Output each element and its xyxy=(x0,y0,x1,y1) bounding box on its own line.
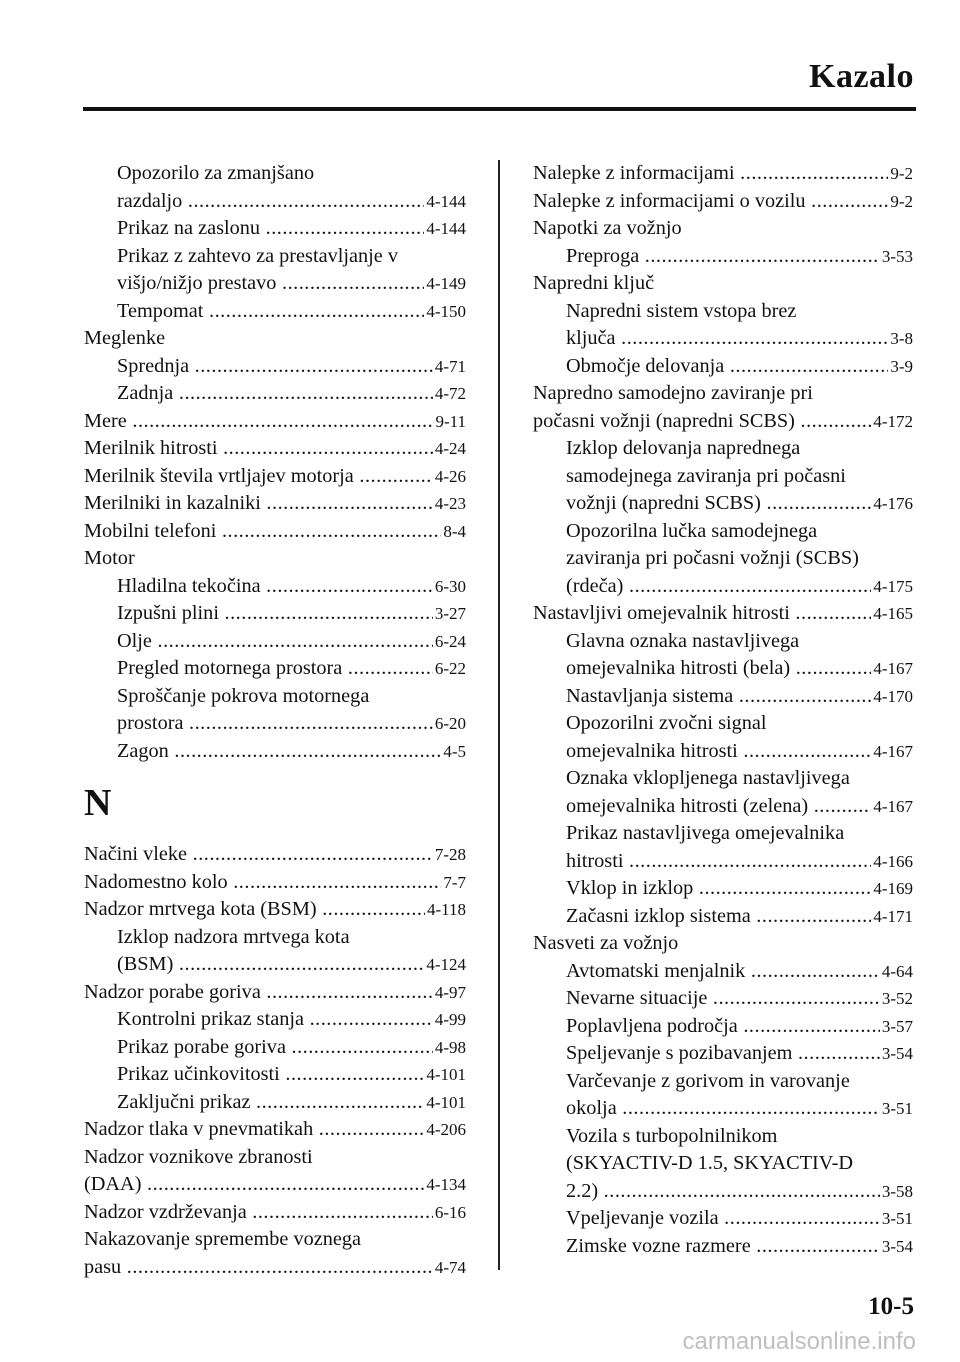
entry-text: Načini vleke ..... xyxy=(84,843,466,865)
page-number: 10-5 xyxy=(868,1293,914,1320)
page-reference[interactable]: 4-206 xyxy=(424,1116,466,1144)
entry-text: Vozila s turbopolnilnikom xyxy=(566,1124,778,1147)
page-reference[interactable]: 6-30 xyxy=(433,573,466,601)
entry-text: Nevarne situacije ..... xyxy=(566,987,913,1009)
index-subentry xyxy=(84,188,466,216)
entry-text: Nalepke z informacijami ..... xyxy=(533,162,913,184)
entry-text: Zadnja ..... xyxy=(117,382,466,404)
entry-text: Mobilni telefoni ..... xyxy=(84,520,466,542)
entry-text: Izpušni plini ..... xyxy=(117,602,466,624)
entry-text: Avtomatski menjalnik ..... xyxy=(566,960,913,982)
index-subentry xyxy=(84,270,466,298)
column-divider xyxy=(498,160,500,1270)
index-column-right xyxy=(533,160,913,1260)
entry-text: Prikaz na zaslonu ..... xyxy=(117,217,466,239)
entry-text: samodejnega zaviranja pri počasni xyxy=(566,464,846,487)
entry-text: Preproga ..... xyxy=(566,245,913,267)
page-reference[interactable]: 3-9 xyxy=(888,353,913,381)
index-subentry xyxy=(533,793,913,821)
entry-text: Motor xyxy=(84,547,135,569)
index-subentry xyxy=(84,1006,466,1034)
entry-text: Merilnik hitrosti ..... xyxy=(84,437,466,459)
entry-text: Nakazovanje spremembe voznega xyxy=(84,1228,362,1250)
index-entry xyxy=(84,1144,466,1172)
index-entry xyxy=(84,545,466,573)
entry-text: razdaljo ..... xyxy=(117,190,466,212)
page-reference[interactable]: 4-99 xyxy=(433,1006,466,1034)
page-reference[interactable]: 4-98 xyxy=(433,1034,466,1062)
entry-text: višjo/nižjo prestavo ..... xyxy=(117,272,466,294)
entry-text: Nadzor porabe goriva ..... xyxy=(84,981,466,1003)
page-reference[interactable]: 4-71 xyxy=(433,353,466,381)
entry-text: Opozorilna lučka samodejnega xyxy=(566,519,818,542)
index-subentry xyxy=(84,1061,466,1089)
index-subentry xyxy=(533,875,913,903)
page-reference[interactable]: 3-54 xyxy=(880,1233,913,1261)
entry-text: Glavna oznaka nastavljivega xyxy=(566,629,800,652)
page-reference[interactable]: 4-23 xyxy=(433,490,466,518)
entry-text: Nadzor mrtvega kota (BSM) ..... xyxy=(84,898,466,920)
entry-text: Oznaka vklopljenega nastavljivega xyxy=(566,767,850,789)
entry-text: omejevalnika hitrosti (bela) ..... xyxy=(566,657,913,679)
index-entry xyxy=(84,518,466,546)
entry-text: Nasveti za vožnjo xyxy=(533,932,679,954)
page-reference[interactable]: 4-172 xyxy=(871,408,913,436)
index-subentry xyxy=(533,1013,913,1041)
entry-text: Vklop in izklop ..... xyxy=(566,877,913,899)
page-reference[interactable]: 4-26 xyxy=(433,463,466,491)
index-entry xyxy=(84,435,466,463)
entry-text: Nadomestno kolo ..... xyxy=(84,871,466,893)
index-subentry xyxy=(533,1068,913,1096)
page-reference[interactable]: 3-51 xyxy=(880,1095,913,1123)
page-reference[interactable]: 8-4 xyxy=(441,518,466,546)
index-entry xyxy=(84,869,466,897)
index-subentry xyxy=(84,160,466,188)
entry-text: Prikaz porabe goriva ..... xyxy=(117,1036,466,1058)
page-reference[interactable]: 4-97 xyxy=(433,979,466,1007)
page-reference[interactable]: 4-134 xyxy=(424,1171,466,1199)
page-reference[interactable]: 6-22 xyxy=(433,655,466,683)
index-subentry xyxy=(533,1123,913,1151)
page-reference[interactable]: 3-52 xyxy=(880,985,913,1013)
page-reference[interactable]: 3-57 xyxy=(880,1013,913,1041)
entry-text: Zaključni prikaz ..... xyxy=(117,1091,466,1113)
entry-text: Merilniki in kazalniki ..... xyxy=(84,492,466,514)
entry-text: Napredno samodejno zaviranje pri xyxy=(533,382,813,404)
entry-text: Opozorilo za zmanjšano xyxy=(117,162,315,184)
entry-text: Nastavljivi omejevalnik hitrosti ..... xyxy=(533,602,913,624)
index-subentry xyxy=(533,435,913,463)
index-entry xyxy=(84,1254,466,1282)
page-reference[interactable]: 3-27 xyxy=(433,600,466,628)
index-subentry xyxy=(533,353,913,381)
entry-text: Opozorilni zvočni signal xyxy=(566,712,767,734)
index-entry xyxy=(533,600,913,628)
entry-text: Napredni sistem vstopa brez xyxy=(566,299,797,322)
page-reference[interactable]: 4-101 xyxy=(424,1089,466,1117)
index-entry xyxy=(84,896,466,924)
index-entry xyxy=(84,1226,466,1254)
page-reference[interactable]: 4-167 xyxy=(871,655,913,683)
index-subentry xyxy=(533,958,913,986)
index-subentry xyxy=(533,518,913,546)
header-rule xyxy=(83,107,916,111)
page-reference[interactable]: 4-169 xyxy=(871,875,913,903)
page-reference[interactable]: 6-20 xyxy=(433,710,466,738)
page-reference[interactable]: 4-144 xyxy=(424,188,466,216)
index-subentry xyxy=(84,353,466,381)
page-reference[interactable]: 4-144 xyxy=(424,215,466,243)
index-subentry xyxy=(533,985,913,1013)
page-header-title: Kazalo xyxy=(809,58,914,95)
index-subentry xyxy=(84,710,466,738)
entry-text: Meglenke xyxy=(84,327,166,349)
index-subentry xyxy=(84,951,466,979)
index-subentry xyxy=(533,490,913,518)
page-reference[interactable]: 4-74 xyxy=(433,1254,466,1282)
index-subentry xyxy=(533,1040,913,1068)
entry-text: Poplavljena področja ..... xyxy=(566,1015,913,1037)
page-reference[interactable]: 4-165 xyxy=(871,600,913,628)
index-entry xyxy=(84,490,466,518)
entry-text: Nastavljanja sistema ..... xyxy=(566,685,913,707)
page-reference[interactable]: 7-7 xyxy=(441,869,466,897)
entry-text: Sprednja ..... xyxy=(117,355,466,377)
index-entry xyxy=(84,1116,466,1144)
index-subentry xyxy=(84,628,466,656)
page-reference[interactable]: 4-166 xyxy=(871,848,913,876)
entry-text: Prikaz nastavljivega omejevalnika xyxy=(566,822,845,844)
index-entry xyxy=(84,325,466,353)
entry-text: Olje ..... xyxy=(117,630,466,652)
index-subentry xyxy=(533,683,913,711)
entry-text: 2.2) ..... xyxy=(566,1180,913,1202)
index-subentry xyxy=(533,1095,913,1123)
entry-text: Izklop nadzora mrtvega kota xyxy=(117,925,350,948)
page-reference[interactable]: 7-28 xyxy=(433,841,466,869)
page-reference[interactable]: 3-8 xyxy=(888,325,913,353)
page-reference[interactable]: 3-53 xyxy=(880,243,913,271)
index-subentry xyxy=(84,600,466,628)
entry-text: Napredni ključ xyxy=(533,272,655,294)
watermark: carmanualsonline.info xyxy=(682,1328,916,1355)
index-subentry xyxy=(84,683,466,711)
index-subentry xyxy=(533,1150,913,1178)
index-subentry xyxy=(533,1178,913,1206)
index-subentry xyxy=(533,738,913,766)
page-reference[interactable]: 9-2 xyxy=(888,160,913,188)
index-subentry xyxy=(533,903,913,931)
entry-text: Vpeljevanje vozila ..... xyxy=(566,1207,913,1229)
index-subentry xyxy=(533,655,913,683)
entry-text: Hladilna tekočina ..... xyxy=(117,575,466,597)
index-subentry xyxy=(533,325,913,353)
entry-text: Sproščanje pokrova motornega xyxy=(117,684,370,707)
page-reference[interactable]: 4-24 xyxy=(433,435,466,463)
page-reference[interactable]: 6-16 xyxy=(433,1199,466,1227)
index-column-left xyxy=(84,160,466,1281)
entry-text: Prikaz z zahtevo za prestavljanje v xyxy=(117,244,398,267)
index-subentry xyxy=(84,298,466,326)
page-reference[interactable]: 4-167 xyxy=(871,738,913,766)
entry-text: okolja ..... xyxy=(566,1097,913,1119)
page-reference[interactable]: 3-51 xyxy=(880,1205,913,1233)
entry-text: Nadzor tlaka v pnevmatikah ..... xyxy=(84,1118,466,1140)
entry-text: (SKYACTIV-D 1.5, SKYACTIV-D xyxy=(566,1152,853,1174)
entry-text: vožnji (napredni SCBS) ..... xyxy=(566,492,913,514)
entry-text: (DAA) ..... xyxy=(84,1173,466,1195)
page-reference[interactable]: 4-150 xyxy=(424,298,466,326)
page-reference[interactable]: 4-72 xyxy=(433,380,466,408)
index-entry xyxy=(84,1171,466,1199)
index-subentry xyxy=(533,298,913,326)
index-entry xyxy=(533,380,913,408)
entry-text: Mere ..... xyxy=(84,410,466,432)
entry-text: Zimske vozne razmere ..... xyxy=(566,1235,913,1257)
index-subentry xyxy=(84,215,466,243)
entry-text: (rdeča) ..... xyxy=(566,575,913,597)
entry-text: pasu ..... xyxy=(84,1256,466,1278)
page-reference[interactable]: 6-24 xyxy=(433,628,466,656)
page-reference[interactable]: 4-170 xyxy=(871,683,913,711)
entry-text: Speljevanje s pozibavanjem ..... xyxy=(566,1042,913,1064)
index-subentry xyxy=(84,380,466,408)
entry-text: Tempomat ..... xyxy=(117,300,466,322)
index-subentry xyxy=(533,848,913,876)
page-reference[interactable]: 4-171 xyxy=(871,903,913,931)
index-subentry xyxy=(84,243,466,271)
entry-text: Nadzor voznikove zbranosti xyxy=(84,1145,313,1168)
entry-text: Začasni izklop sistema ..... xyxy=(566,905,913,927)
index-entry xyxy=(84,1199,466,1227)
page-reference[interactable]: 4-167 xyxy=(871,793,913,821)
index-entry xyxy=(533,215,913,243)
page-reference[interactable]: 4-5 xyxy=(441,738,466,766)
section-letter: N xyxy=(84,782,112,824)
entry-text: hitrosti ..... xyxy=(566,850,913,872)
entry-text: Merilnik števila vrtljajev motorja ..... xyxy=(84,465,466,487)
entry-text: omejevalnika hitrosti ..... xyxy=(566,740,913,762)
index-subentry xyxy=(533,1233,913,1261)
index-entry xyxy=(533,930,913,958)
entry-text: počasni vožnji (napredni SCBS) ..... xyxy=(533,410,913,432)
entry-text: zaviranja pri počasni vožnji (SCBS) xyxy=(566,547,859,569)
page-reference[interactable]: 4-175 xyxy=(871,573,913,601)
index-subentry xyxy=(533,820,913,848)
index-entry xyxy=(533,270,913,298)
page-reference[interactable]: 4-118 xyxy=(425,896,466,924)
entry-text: Izklop delovanja naprednega xyxy=(566,437,801,459)
page-reference[interactable]: 9-11 xyxy=(433,408,466,436)
index-entry xyxy=(84,979,466,1007)
index-entry xyxy=(533,408,913,436)
index-subentry xyxy=(84,1089,466,1117)
entry-text: prostora ..... xyxy=(117,712,466,734)
page-reference[interactable]: 4-101 xyxy=(424,1061,466,1089)
entry-text: Pregled motornega prostora ..... xyxy=(117,657,466,679)
page-reference[interactable]: 4-176 xyxy=(871,490,913,518)
entry-text: Varčevanje z gorivom in varovanje xyxy=(566,1069,850,1092)
index-subentry xyxy=(84,738,466,766)
index-subentry xyxy=(533,628,913,656)
index-subentry xyxy=(533,463,913,491)
index-subentry xyxy=(84,1034,466,1062)
index-subentry xyxy=(533,545,913,573)
page-reference[interactable]: 3-58 xyxy=(880,1178,913,1206)
index-subentry xyxy=(533,710,913,738)
entry-text: Napotki za vožnjo xyxy=(533,217,682,239)
index-entry xyxy=(84,408,466,436)
page-reference[interactable]: 4-124 xyxy=(424,951,466,979)
entry-text: ključa ..... xyxy=(566,327,913,349)
entry-text: Nadzor vzdrževanja ..... xyxy=(84,1201,466,1223)
index-entry xyxy=(533,160,913,188)
index-subentry xyxy=(84,924,466,952)
entry-text: Prikaz učinkovitosti ..... xyxy=(117,1063,466,1085)
index-subentry xyxy=(533,1205,913,1233)
entry-text: (BSM) ..... xyxy=(117,953,466,975)
index-entry xyxy=(84,463,466,491)
index-subentry xyxy=(533,573,913,601)
entry-text: Kontrolni prikaz stanja ..... xyxy=(117,1008,466,1030)
page-reference[interactable]: 4-149 xyxy=(424,270,466,298)
index-subentry xyxy=(533,765,913,793)
page-reference[interactable]: 3-54 xyxy=(880,1040,913,1068)
index-subentry xyxy=(533,243,913,271)
entry-text: omejevalnika hitrosti (zelena) ..... xyxy=(566,795,913,817)
entry-text: Zagon ..... xyxy=(117,740,466,762)
index-subentry xyxy=(84,655,466,683)
index-entry xyxy=(533,188,913,216)
index-entry xyxy=(84,841,466,869)
index-subentry xyxy=(84,573,466,601)
page-reference[interactable]: 4-64 xyxy=(880,958,913,986)
entry-text: Območje delovanja ..... xyxy=(566,355,913,377)
page-reference[interactable]: 9-2 xyxy=(888,188,913,216)
entry-text: Nalepke z informacijami o vozilu ..... xyxy=(533,190,913,212)
